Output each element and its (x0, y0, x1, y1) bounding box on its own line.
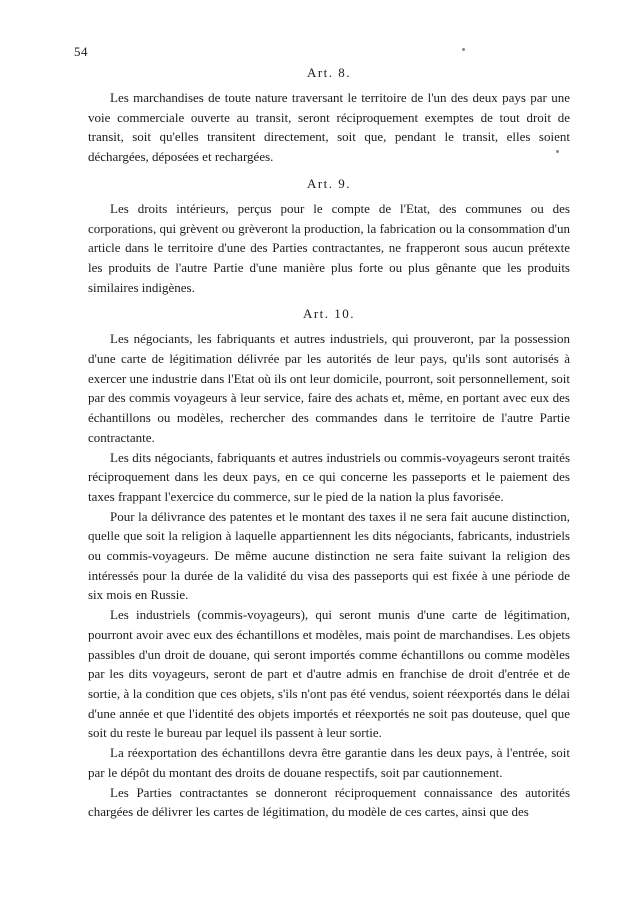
document-body (88, 56, 570, 822)
article-10-paragraph-2: Les dits négociants, fabriquants et autres industriels ou commis-voyageurs seront traités réciproquement dans les deux pays, en ce qui concerne les passeports et le paiement des taxes frappant l'exercice du commerce, sur le pied de la nation la plus favorisée. (88, 449, 570, 504)
article-8-paragraph: Les marchandises de toute nature traversant le territoire de l'un des deux pays par une voie commerciale ouverte au transit, seront réciproquement exemptes de tout droit de transit, soit qu'elles transitent directement, soit que, pendant le transit, elles soient déchargées, déposées et rechargées. (88, 90, 570, 165)
scan-speck (462, 48, 465, 51)
article-9-paragraph: Les droits intérieurs, perçus pour le compte de l'Etat, des communes ou des corporations, qui grèvent ou grèveront la production, la fabrication ou la consommation d'un article dans le territoire d'une des Parties contractantes, ne frapperont sous aucun prétexte les produits de l'autre Partie d'une manière plus forte ou plus gênante que les produits similaires indigènes. (88, 200, 570, 295)
scan-speck (556, 150, 559, 153)
article-8-heading: Art. 8. (306, 65, 352, 80)
article-10-paragraph-6: Les Parties contractantes se donneront réciproquement connaissance des autorités chargées de délivrer les cartes de légitimation, du modèle de ces cartes, ainsi que des (88, 784, 570, 820)
article-10-paragraph-1: Les négociants, les fabriquants et autres industriels, qui prouveront, par la possession d'une carte de légitimation délivrée par les autorités de leur pays, qu'ils sont autorisés à exercer une industrie dans l'Etat où ils ont leur domicile, pourront, soit personnellement, soit par des commis voyageurs à leur service, faire des achats et, même, en portant avec eux des échantillons ou modèles, rechercher des commandes dans le territoire de l'autre Partie contractante. (88, 331, 570, 445)
page-number: 54 (74, 44, 88, 59)
article-10-paragraph-5: La réexportation des échantillons devra être garantie dans les deux pays, à l'entrée, soit par le dépôt du montant des droits de douane respectifs, soit par cautionnement. (88, 745, 570, 780)
article-10-paragraph-4: Les industriels (commis-voyageurs), qui seront munis d'une carte de légitimation, pourront avoir avec eux des échantillons et modèles, mais point de marchandises. Les objets passibles d'un droit de douane, qui seront importés comme échantillons ou comme modèles par les dits voyageurs, seront de part et d'autre admis en franchise de droit d'entrée et de sortie, à la condition que ces objets, s'ils n'ont pas été vendus, soient réexportés dans le délai d'une année et que l'identité des objets importés et réexportés ne soit pas douteuse, quel que soit du reste le bureau par lequel ils passent à leur sortie. (88, 607, 570, 741)
article-10-heading: Art. 10. (302, 306, 356, 322)
article-10-paragraph-3: Pour la délivrance des patentes et le montant des taxes il ne sera fait aucune distinction, quelle que soit la religion à laquelle appartiennent les dits négociants, fabricants, industriels ou commis-voyageurs. De même aucune distinction ne sera faite suivant la religion des intéressés pour la durée de la validité du visa des passeports qui est fixée à une période de six mois en Russie. (88, 508, 570, 603)
article-9-heading: Art. 9. (306, 175, 352, 191)
